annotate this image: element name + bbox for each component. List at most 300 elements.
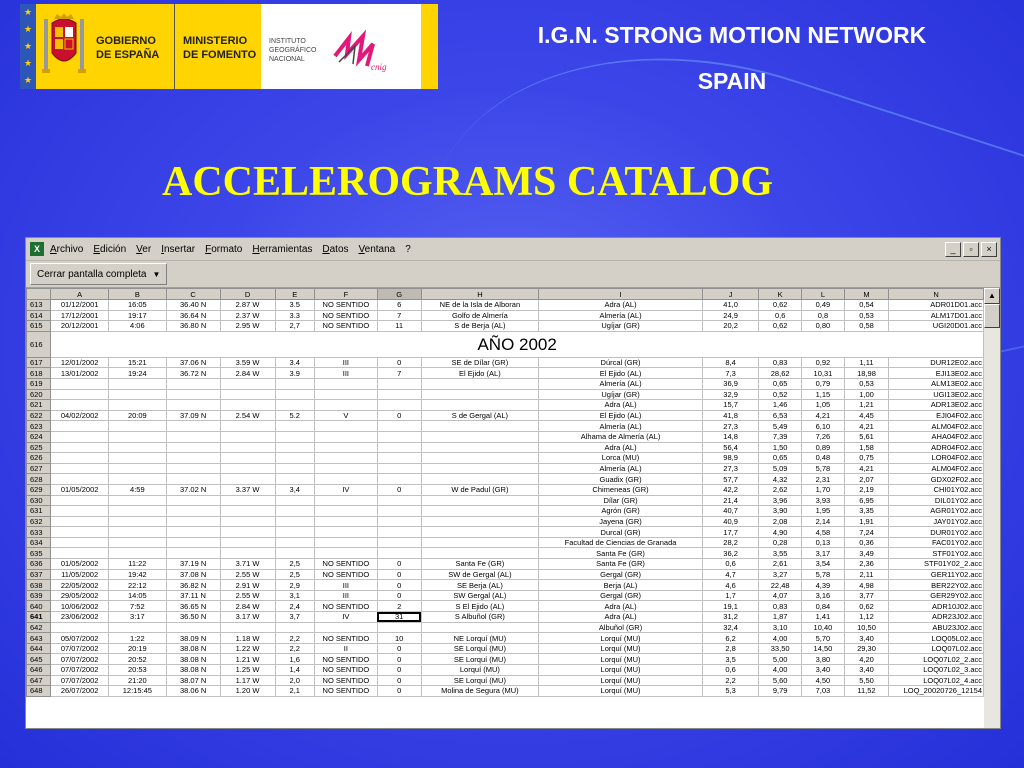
table-cell[interactable]: 6 bbox=[377, 300, 421, 311]
table-cell[interactable]: Dílar (GR) bbox=[539, 495, 703, 506]
table-cell[interactable] bbox=[109, 421, 167, 432]
table-cell[interactable]: 40,9 bbox=[702, 516, 758, 527]
row-header[interactable]: 620 bbox=[27, 389, 51, 400]
table-cell[interactable]: Santa Fe (GR) bbox=[539, 548, 703, 559]
table-cell[interactable]: Ugíjar (GR) bbox=[539, 321, 703, 332]
row-header[interactable]: 625 bbox=[27, 442, 51, 453]
table-cell[interactable]: NO SENTIDO bbox=[315, 686, 378, 697]
table-cell[interactable]: 4,39 bbox=[802, 580, 845, 591]
table-cell[interactable]: 2,2 bbox=[275, 633, 315, 644]
table-cell[interactable] bbox=[51, 400, 109, 411]
table-cell[interactable]: 19:24 bbox=[109, 368, 167, 379]
column-header-h[interactable]: H bbox=[421, 289, 539, 300]
table-cell[interactable] bbox=[315, 527, 378, 538]
table-cell[interactable]: 1.20 W bbox=[220, 686, 275, 697]
table-cell[interactable]: 0,28 bbox=[759, 537, 802, 548]
table-cell[interactable] bbox=[421, 548, 539, 559]
table-cell[interactable]: 17,7 bbox=[702, 527, 758, 538]
table-cell[interactable] bbox=[421, 495, 539, 506]
table-cell[interactable] bbox=[377, 463, 421, 474]
table-cell[interactable]: 32,9 bbox=[702, 389, 758, 400]
vertical-scrollbar[interactable] bbox=[984, 288, 1000, 728]
table-cell[interactable] bbox=[166, 622, 220, 633]
table-cell[interactable]: 20:53 bbox=[109, 665, 167, 676]
table-cell[interactable] bbox=[377, 537, 421, 548]
table-cell[interactable]: 31,2 bbox=[702, 612, 758, 623]
row-header[interactable]: 638 bbox=[27, 580, 51, 591]
table-cell[interactable]: 19:42 bbox=[109, 569, 167, 580]
table-cell[interactable] bbox=[421, 400, 539, 411]
table-cell[interactable]: 5.2 bbox=[275, 410, 315, 421]
table-cell[interactable]: 2.84 W bbox=[220, 601, 275, 612]
table-cell[interactable]: 15:21 bbox=[109, 357, 167, 368]
table-cell[interactable]: 0 bbox=[377, 569, 421, 580]
excel-app-icon[interactable]: X bbox=[30, 242, 44, 256]
table-cell[interactable]: 21,4 bbox=[702, 495, 758, 506]
table-cell[interactable]: 0,92 bbox=[802, 357, 845, 368]
table-cell[interactable]: Lorquí (MU) bbox=[539, 654, 703, 665]
table-cell[interactable]: 2.91 W bbox=[220, 580, 275, 591]
table-cell[interactable] bbox=[220, 421, 275, 432]
table-cell[interactable] bbox=[51, 548, 109, 559]
table-cell[interactable]: 3.3 bbox=[275, 310, 315, 321]
table-cell[interactable]: LOQ07L02_4.acc bbox=[889, 675, 984, 686]
table-cell[interactable]: 4,21 bbox=[802, 410, 845, 421]
row-header[interactable]: 617 bbox=[27, 357, 51, 368]
table-cell[interactable]: ADR13E02.acc bbox=[889, 400, 984, 411]
table-cell[interactable]: Lorquí (MU) bbox=[421, 665, 539, 676]
table-cell[interactable]: Gergal (GR) bbox=[539, 590, 703, 601]
table-cell[interactable]: ADR10J02.acc bbox=[889, 601, 984, 612]
row-header[interactable]: 615 bbox=[27, 321, 51, 332]
table-cell[interactable] bbox=[51, 622, 109, 633]
table-cell[interactable]: 4,45 bbox=[844, 410, 888, 421]
table-cell[interactable]: LOQ05L02.acc bbox=[889, 633, 984, 644]
table-cell[interactable] bbox=[315, 506, 378, 517]
table-cell[interactable] bbox=[421, 378, 539, 389]
table-cell[interactable]: El Ejido (AL) bbox=[421, 368, 539, 379]
table-cell[interactable] bbox=[166, 548, 220, 559]
table-cell[interactable] bbox=[220, 400, 275, 411]
table-cell[interactable]: 3,40 bbox=[802, 665, 845, 676]
table-cell[interactable]: 0 bbox=[377, 654, 421, 665]
close-fullscreen-button[interactable] bbox=[30, 263, 167, 285]
table-cell[interactable] bbox=[166, 506, 220, 517]
table-cell[interactable] bbox=[166, 378, 220, 389]
table-cell[interactable]: 0,6 bbox=[759, 310, 802, 321]
table-cell[interactable] bbox=[377, 527, 421, 538]
table-cell[interactable] bbox=[166, 474, 220, 485]
table-cell[interactable]: 2.55 W bbox=[220, 590, 275, 601]
table-cell[interactable] bbox=[377, 431, 421, 442]
table-cell[interactable]: 12/01/2002 bbox=[51, 357, 109, 368]
table-cell[interactable]: GDX02F02.acc bbox=[889, 474, 984, 485]
table-cell[interactable] bbox=[51, 474, 109, 485]
table-cell[interactable]: 36,2 bbox=[702, 548, 758, 559]
table-cell[interactable] bbox=[315, 421, 378, 432]
table-cell[interactable]: 37.02 N bbox=[166, 484, 220, 495]
table-cell[interactable]: ALM04F02.acc bbox=[889, 421, 984, 432]
row-header[interactable]: 637 bbox=[27, 569, 51, 580]
table-cell[interactable]: II bbox=[315, 643, 378, 654]
table-cell[interactable] bbox=[275, 527, 315, 538]
table-cell[interactable] bbox=[377, 516, 421, 527]
table-cell[interactable] bbox=[421, 506, 539, 517]
table-cell[interactable]: Albuñol (GR) bbox=[539, 622, 703, 633]
table-cell[interactable] bbox=[51, 527, 109, 538]
table-cell[interactable] bbox=[421, 442, 539, 453]
table-cell[interactable]: 1.25 W bbox=[220, 665, 275, 676]
table-cell[interactable]: 11:22 bbox=[109, 559, 167, 570]
table-cell[interactable]: Adra (AL) bbox=[539, 601, 703, 612]
table-cell[interactable]: Almería (AL) bbox=[539, 421, 703, 432]
table-cell[interactable]: 98,9 bbox=[702, 453, 758, 464]
table-cell[interactable] bbox=[166, 537, 220, 548]
table-cell[interactable]: 28,62 bbox=[759, 368, 802, 379]
table-cell[interactable] bbox=[315, 622, 378, 633]
table-cell[interactable]: 0,8 bbox=[802, 310, 845, 321]
table-cell[interactable] bbox=[109, 453, 167, 464]
table-cell[interactable]: 31 bbox=[377, 612, 421, 623]
table-cell[interactable]: 6,95 bbox=[844, 495, 888, 506]
table-cell[interactable]: 3,16 bbox=[802, 590, 845, 601]
table-cell[interactable]: 2,14 bbox=[802, 516, 845, 527]
table-cell[interactable]: 0,83 bbox=[759, 601, 802, 612]
table-cell[interactable] bbox=[109, 622, 167, 633]
table-cell[interactable] bbox=[166, 400, 220, 411]
table-cell[interactable]: 18,98 bbox=[844, 368, 888, 379]
table-cell[interactable] bbox=[315, 389, 378, 400]
table-cell[interactable]: 0,62 bbox=[844, 601, 888, 612]
table-cell[interactable]: LOQ07L02_3.acc bbox=[889, 665, 984, 676]
table-cell[interactable]: LOR04F02.acc bbox=[889, 453, 984, 464]
table-cell[interactable]: 2,2 bbox=[275, 643, 315, 654]
table-cell[interactable]: 2.54 W bbox=[220, 410, 275, 421]
table-cell[interactable]: 0,6 bbox=[702, 665, 758, 676]
table-cell[interactable]: III bbox=[315, 357, 378, 368]
table-cell[interactable]: 27,3 bbox=[702, 421, 758, 432]
row-header[interactable]: 640 bbox=[27, 601, 51, 612]
table-cell[interactable]: 5,78 bbox=[802, 569, 845, 580]
table-cell[interactable] bbox=[51, 537, 109, 548]
table-cell[interactable]: 3,4 bbox=[275, 484, 315, 495]
table-cell[interactable]: 7,24 bbox=[844, 527, 888, 538]
table-cell[interactable] bbox=[166, 527, 220, 538]
table-cell[interactable]: 7 bbox=[377, 310, 421, 321]
table-cell[interactable]: 4,20 bbox=[844, 654, 888, 665]
table-cell[interactable]: 28,2 bbox=[702, 537, 758, 548]
menu-ver[interactable]: Ver bbox=[136, 243, 152, 255]
row-header[interactable]: 642 bbox=[27, 622, 51, 633]
table-cell[interactable]: 41,0 bbox=[702, 300, 758, 311]
table-cell[interactable]: 3:17 bbox=[109, 612, 167, 623]
table-cell[interactable] bbox=[377, 453, 421, 464]
table-cell[interactable]: 0 bbox=[377, 410, 421, 421]
column-header-i[interactable]: I bbox=[539, 289, 703, 300]
column-header-g[interactable]: G bbox=[377, 289, 421, 300]
table-cell[interactable]: 2.95 W bbox=[220, 321, 275, 332]
table-cell[interactable]: Molina de Segura (MU) bbox=[421, 686, 539, 697]
scroll-up-arrow-icon[interactable]: ▲ bbox=[984, 288, 1000, 304]
table-cell[interactable]: 1.17 W bbox=[220, 675, 275, 686]
table-cell[interactable] bbox=[220, 389, 275, 400]
table-cell[interactable]: 5,70 bbox=[802, 633, 845, 644]
table-cell[interactable]: 26/07/2002 bbox=[51, 686, 109, 697]
table-cell[interactable]: FAC01Y02.acc bbox=[889, 537, 984, 548]
table-cell[interactable]: NO SENTIDO bbox=[315, 675, 378, 686]
table-cell[interactable]: 1,05 bbox=[802, 400, 845, 411]
table-cell[interactable] bbox=[377, 506, 421, 517]
row-header[interactable]: 641 bbox=[27, 612, 51, 623]
table-cell[interactable]: 0,6 bbox=[702, 559, 758, 570]
table-cell[interactable]: 05/07/2002 bbox=[51, 633, 109, 644]
table-cell[interactable]: 0,58 bbox=[844, 321, 888, 332]
table-cell[interactable] bbox=[275, 537, 315, 548]
table-cell[interactable]: SE Berja (AL) bbox=[421, 580, 539, 591]
table-cell[interactable]: 2,1 bbox=[275, 686, 315, 697]
table-cell[interactable]: 10,50 bbox=[844, 622, 888, 633]
row-header[interactable]: 631 bbox=[27, 506, 51, 517]
close-button[interactable]: × bbox=[981, 242, 997, 257]
table-cell[interactable]: 5,3 bbox=[702, 686, 758, 697]
table-cell[interactable]: 20:09 bbox=[109, 410, 167, 421]
table-cell[interactable]: ADR01D01.acc bbox=[889, 300, 984, 311]
chevron-down-icon[interactable]: ▼ bbox=[152, 269, 161, 279]
table-cell[interactable]: 22:12 bbox=[109, 580, 167, 591]
table-cell[interactable]: 2.87 W bbox=[220, 300, 275, 311]
table-cell[interactable]: 0 bbox=[377, 357, 421, 368]
table-cell[interactable] bbox=[315, 537, 378, 548]
table-cell[interactable]: S Albuñol (GR) bbox=[421, 612, 539, 623]
restore-button[interactable]: ▫ bbox=[963, 242, 979, 257]
table-cell[interactable]: 0,84 bbox=[802, 601, 845, 612]
table-cell[interactable] bbox=[166, 389, 220, 400]
table-cell[interactable] bbox=[51, 442, 109, 453]
table-cell[interactable] bbox=[315, 378, 378, 389]
table-cell[interactable]: 0 bbox=[377, 559, 421, 570]
table-cell[interactable]: 2,62 bbox=[759, 484, 802, 495]
table-cell[interactable]: 4,00 bbox=[759, 665, 802, 676]
table-cell[interactable]: STF01Y02_2.acc bbox=[889, 559, 984, 570]
table-cell[interactable]: 0,75 bbox=[844, 453, 888, 464]
table-cell[interactable]: 11 bbox=[377, 321, 421, 332]
table-cell[interactable]: 20,2 bbox=[702, 321, 758, 332]
menu-archivo[interactable]: Archivo bbox=[50, 243, 84, 255]
table-cell[interactable] bbox=[275, 622, 315, 633]
table-cell[interactable]: 3,77 bbox=[844, 590, 888, 601]
table-cell[interactable]: 01/05/2002 bbox=[51, 484, 109, 495]
table-cell[interactable]: EJI13E02.acc bbox=[889, 368, 984, 379]
table-cell[interactable] bbox=[315, 495, 378, 506]
column-header-d[interactable]: D bbox=[220, 289, 275, 300]
table-cell[interactable]: 2,07 bbox=[844, 474, 888, 485]
table-cell[interactable]: 04/02/2002 bbox=[51, 410, 109, 421]
row-header[interactable]: 630 bbox=[27, 495, 51, 506]
table-cell[interactable]: 3,80 bbox=[802, 654, 845, 665]
table-cell[interactable]: NO SENTIDO bbox=[315, 665, 378, 676]
table-cell[interactable]: Lorquí (MU) bbox=[539, 675, 703, 686]
table-cell[interactable]: 0,83 bbox=[759, 357, 802, 368]
table-cell[interactable]: LOQ07L02_2.acc bbox=[889, 654, 984, 665]
table-cell[interactable]: 2,0 bbox=[275, 675, 315, 686]
table-cell[interactable] bbox=[377, 622, 421, 633]
table-cell[interactable]: 37.11 N bbox=[166, 590, 220, 601]
table-cell[interactable] bbox=[109, 442, 167, 453]
select-all-corner[interactable] bbox=[27, 289, 51, 300]
table-cell[interactable]: 3.71 W bbox=[220, 559, 275, 570]
table-cell[interactable]: 2.55 W bbox=[220, 569, 275, 580]
table-cell[interactable]: 3,1 bbox=[275, 590, 315, 601]
table-cell[interactable] bbox=[220, 474, 275, 485]
column-header-k[interactable]: K bbox=[759, 289, 802, 300]
table-cell[interactable]: 37.19 N bbox=[166, 559, 220, 570]
table-cell[interactable]: 3,10 bbox=[759, 622, 802, 633]
row-header[interactable]: 634 bbox=[27, 537, 51, 548]
table-cell[interactable] bbox=[377, 548, 421, 559]
table-cell[interactable]: W de Padul (GR) bbox=[421, 484, 539, 495]
table-cell[interactable]: AHA04F02.acc bbox=[889, 431, 984, 442]
table-cell[interactable] bbox=[109, 389, 167, 400]
table-cell[interactable]: 7,03 bbox=[802, 686, 845, 697]
table-cell[interactable]: 27,3 bbox=[702, 463, 758, 474]
table-cell[interactable]: 22/05/2002 bbox=[51, 580, 109, 591]
table-cell[interactable]: 3.5 bbox=[275, 300, 315, 311]
table-cell[interactable]: El Ejido (AL) bbox=[539, 410, 703, 421]
table-cell[interactable]: Adra (AL) bbox=[539, 400, 703, 411]
table-cell[interactable]: 0 bbox=[377, 686, 421, 697]
row-header[interactable]: 618 bbox=[27, 368, 51, 379]
table-cell[interactable]: 16:05 bbox=[109, 300, 167, 311]
table-cell[interactable]: V bbox=[315, 410, 378, 421]
table-cell[interactable]: 14,8 bbox=[702, 431, 758, 442]
table-cell[interactable]: 38.06 N bbox=[166, 686, 220, 697]
table-cell[interactable]: Alhama de Almería (AL) bbox=[539, 431, 703, 442]
table-cell[interactable]: 38.07 N bbox=[166, 675, 220, 686]
table-cell[interactable]: 1.18 W bbox=[220, 633, 275, 644]
table-cell[interactable] bbox=[275, 548, 315, 559]
table-cell[interactable]: 1,7 bbox=[702, 590, 758, 601]
menu-edicion[interactable]: Edición bbox=[93, 243, 127, 255]
table-cell[interactable] bbox=[220, 378, 275, 389]
minimize-button[interactable]: _ bbox=[945, 242, 961, 257]
table-cell[interactable] bbox=[421, 463, 539, 474]
table-cell[interactable]: S de Berja (AL) bbox=[421, 321, 539, 332]
column-header-c[interactable]: C bbox=[166, 289, 220, 300]
table-cell[interactable]: NO SENTIDO bbox=[315, 559, 378, 570]
table-cell[interactable]: 6,2 bbox=[702, 633, 758, 644]
table-cell[interactable]: 14:05 bbox=[109, 590, 167, 601]
table-cell[interactable]: 36.82 N bbox=[166, 580, 220, 591]
table-cell[interactable] bbox=[166, 421, 220, 432]
table-cell[interactable]: Lorquí (MU) bbox=[539, 633, 703, 644]
row-header[interactable]: 647 bbox=[27, 675, 51, 686]
table-cell[interactable]: 1,11 bbox=[844, 357, 888, 368]
table-cell[interactable]: 2,11 bbox=[844, 569, 888, 580]
table-cell[interactable] bbox=[421, 453, 539, 464]
year-label[interactable]: AÑO 2002 bbox=[51, 331, 984, 357]
table-cell[interactable]: 0 bbox=[377, 590, 421, 601]
table-cell[interactable]: 20/12/2001 bbox=[51, 321, 109, 332]
table-cell[interactable]: 4,98 bbox=[844, 580, 888, 591]
table-cell[interactable]: 4,58 bbox=[802, 527, 845, 538]
table-cell[interactable]: 5,61 bbox=[844, 431, 888, 442]
table-cell[interactable]: 07/07/2002 bbox=[51, 654, 109, 665]
table-cell[interactable] bbox=[220, 453, 275, 464]
table-cell[interactable]: 1,91 bbox=[844, 516, 888, 527]
menu-help[interactable]: ? bbox=[405, 243, 411, 255]
table-cell[interactable]: 11/05/2002 bbox=[51, 569, 109, 580]
table-cell[interactable]: 2 bbox=[377, 601, 421, 612]
table-cell[interactable]: 3,35 bbox=[844, 506, 888, 517]
table-cell[interactable]: 15,7 bbox=[702, 400, 758, 411]
table-cell[interactable]: UGI13E02.acc bbox=[889, 389, 984, 400]
table-cell[interactable]: 1,00 bbox=[844, 389, 888, 400]
table-cell[interactable]: III bbox=[315, 368, 378, 379]
table-cell[interactable]: 4,90 bbox=[759, 527, 802, 538]
table-cell[interactable]: SW Gergal (AL) bbox=[421, 590, 539, 601]
row-header[interactable]: 616 bbox=[27, 331, 51, 357]
table-cell[interactable] bbox=[220, 516, 275, 527]
table-cell[interactable]: Lorca (MU) bbox=[539, 453, 703, 464]
table-cell[interactable]: ALM13E02.acc bbox=[889, 378, 984, 389]
table-cell[interactable]: 3,90 bbox=[759, 506, 802, 517]
table-cell[interactable] bbox=[51, 453, 109, 464]
row-header[interactable]: 636 bbox=[27, 559, 51, 570]
table-cell[interactable]: 2,4 bbox=[275, 601, 315, 612]
table-cell[interactable]: 37.09 N bbox=[166, 410, 220, 421]
table-cell[interactable]: 11,52 bbox=[844, 686, 888, 697]
table-cell[interactable] bbox=[220, 506, 275, 517]
table-cell[interactable]: 1,58 bbox=[844, 442, 888, 453]
table-cell[interactable]: 2,61 bbox=[759, 559, 802, 570]
table-cell[interactable]: 4,21 bbox=[844, 421, 888, 432]
table-cell[interactable] bbox=[315, 453, 378, 464]
table-cell[interactable]: SE Lorquí (MU) bbox=[421, 675, 539, 686]
column-header-l[interactable]: L bbox=[802, 289, 845, 300]
table-cell[interactable]: ADR04F02.acc bbox=[889, 442, 984, 453]
table-cell[interactable] bbox=[220, 527, 275, 538]
table-cell[interactable]: Adra (AL) bbox=[539, 300, 703, 311]
table-cell[interactable]: 38.09 N bbox=[166, 633, 220, 644]
table-cell[interactable]: STF01Y02.acc bbox=[889, 548, 984, 559]
table-cell[interactable]: III bbox=[315, 590, 378, 601]
table-cell[interactable]: 37.06 N bbox=[166, 357, 220, 368]
table-cell[interactable]: 22,48 bbox=[759, 580, 802, 591]
table-cell[interactable] bbox=[315, 463, 378, 474]
table-cell[interactable] bbox=[315, 442, 378, 453]
table-cell[interactable] bbox=[421, 474, 539, 485]
table-cell[interactable]: DIL01Y02.acc bbox=[889, 495, 984, 506]
table-cell[interactable]: 19,1 bbox=[702, 601, 758, 612]
table-cell[interactable]: 36.50 N bbox=[166, 612, 220, 623]
table-cell[interactable]: 0,62 bbox=[759, 300, 802, 311]
table-cell[interactable] bbox=[51, 516, 109, 527]
table-cell[interactable]: 10 bbox=[377, 633, 421, 644]
table-cell[interactable]: Berja (AL) bbox=[539, 580, 703, 591]
table-cell[interactable] bbox=[275, 453, 315, 464]
table-cell[interactable]: 0,54 bbox=[844, 300, 888, 311]
table-cell[interactable]: 01/05/2002 bbox=[51, 559, 109, 570]
table-cell[interactable]: 14,50 bbox=[802, 643, 845, 654]
table-cell[interactable] bbox=[109, 431, 167, 442]
row-header[interactable]: 633 bbox=[27, 527, 51, 538]
table-cell[interactable]: 07/07/2002 bbox=[51, 675, 109, 686]
table-cell[interactable]: EJI04F02.acc bbox=[889, 410, 984, 421]
table-cell[interactable]: 29,30 bbox=[844, 643, 888, 654]
table-cell[interactable]: ALM04F02.acc bbox=[889, 463, 984, 474]
table-cell[interactable]: 1,87 bbox=[759, 612, 802, 623]
table-cell[interactable]: 3.4 bbox=[275, 357, 315, 368]
